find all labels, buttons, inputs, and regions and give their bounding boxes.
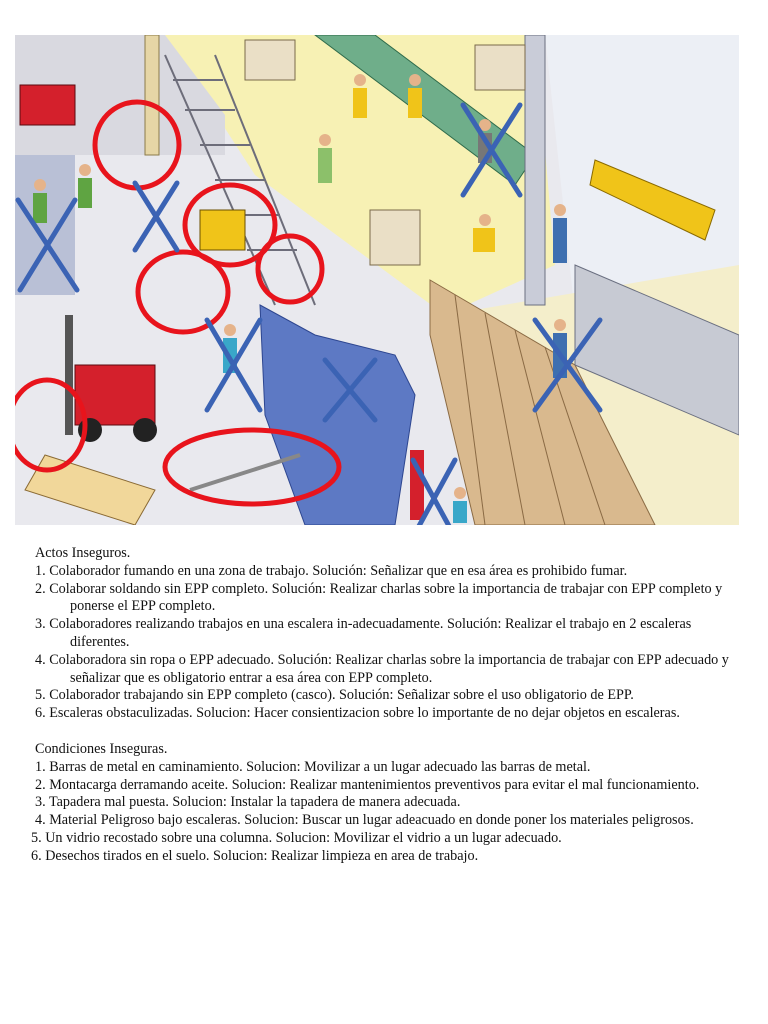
list-item: 5. Un vidrio recostado sobre una columna. Solucion: Movilizar el vidrio a un lugar adecuado. (31, 829, 562, 846)
text-block (31, 545, 735, 866)
boxes-top-right (475, 45, 525, 90)
list-item: 3. Tapadera mal puesta. Solucion: Instalar la tapadera de manera adecuada. (35, 794, 461, 811)
hazard-barrels (200, 210, 245, 250)
list-item: 1. Barras de metal en caminamiento. Solucion: Movilizar a un lugar adecuado las barras de metal. (35, 758, 591, 775)
list-item: 5. Colaborador trabajando sin EPP completo (casco). Solución: Señalizar sobre el uso obligatorio de EPP. (35, 687, 634, 704)
list-item: 2. Montacarga derramando aceite. Solucion: Realizar mantenimientos preventivos para evitar el mal funcionamiento. (35, 776, 700, 793)
column-left (145, 35, 159, 155)
list-item: 3. Colaboradores realizando trabajos en una escalera in-adecuadamente. Solución: Realizar el trabajo en 2 escaleras diferentes. (35, 616, 692, 650)
list-item: 6. Escaleras obstaculizadas. Solucion: Hacer consientizacion sobre lo importante de no dejar objetos en escaleras. (35, 705, 680, 722)
boxes-middle (370, 210, 420, 265)
list-item: 6. Desechos tirados en el suelo. Solucion: Realizar limpieza en area de trabajo. (31, 847, 479, 864)
list-item: 4. Colaboradora sin ropa o EPP adecuado. Solución: Realizar charlas sobre la importancia de trabajar con EPP adecuado y señalizar que es obligatorio entrar a esa área con EPP completo. (35, 651, 729, 686)
boxes-top (245, 40, 295, 80)
small-forklift (20, 85, 75, 125)
steel-column (525, 35, 545, 305)
list-item: 2. Colaborar soldando sin EPP completo. Solución: Realizar charlas sobre la importancia de trabajar con EPP completo y ponerse el EPP completo. (35, 580, 723, 615)
unsafe-conditions-list (31, 758, 735, 866)
unsafe-acts-title: Actos Inseguros. (35, 545, 131, 561)
unsafe-acts-list (35, 563, 735, 723)
factory-hazard-illustration (15, 35, 739, 525)
list-item: 1. Colaborador fumando en una zona de trabajo. Solución: Señalizar que en esa área es prohibido fumar. (35, 562, 628, 579)
unsafe-conditions-title: Condiciones Inseguras. (35, 740, 168, 757)
list-item: 4. Material Peligroso bajo escaleras. Solucion: Buscar un lugar adeacuado en donde poner los materiales peligrosos. (35, 812, 694, 829)
